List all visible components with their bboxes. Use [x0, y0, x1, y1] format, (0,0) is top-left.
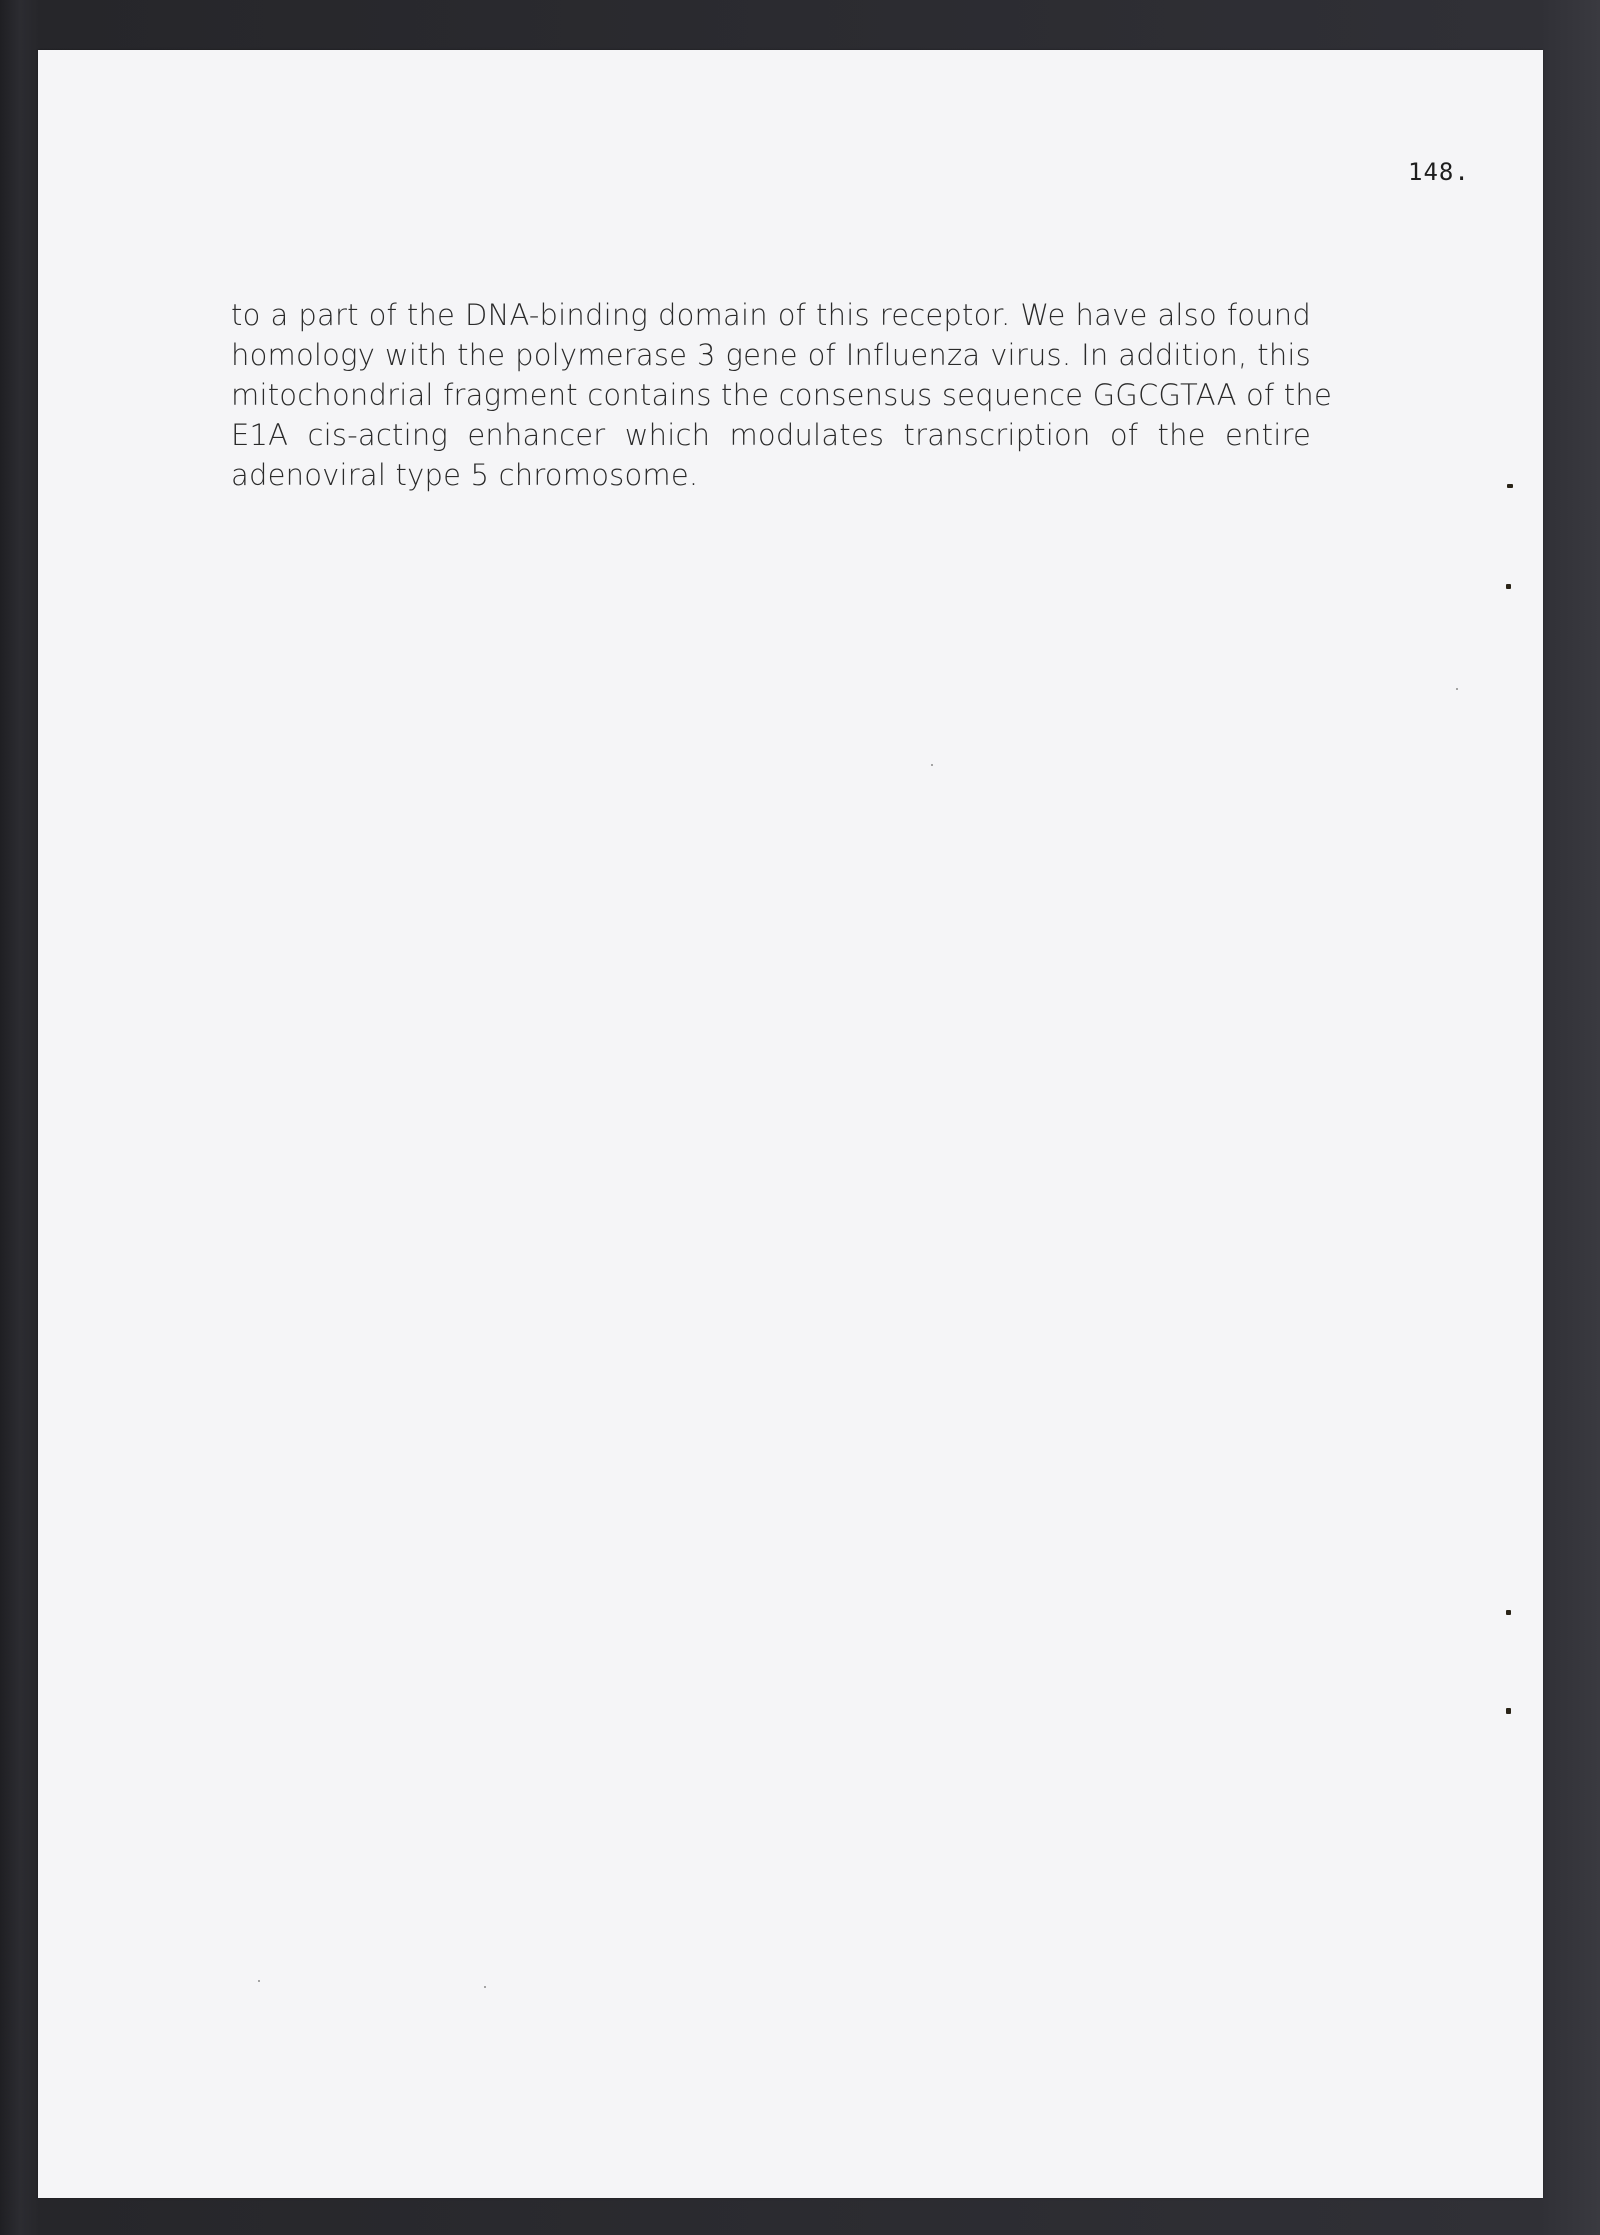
binding-mark [1507, 484, 1513, 488]
binding-mark [1506, 584, 1511, 589]
dust-speck [484, 1986, 486, 1988]
page-number: 148. [1408, 158, 1470, 186]
binding-mark [1506, 1610, 1511, 1615]
dust-speck [258, 1980, 260, 1982]
dust-speck [931, 764, 933, 766]
text-line: E1A cis-acting enhancer which modulates transcription of the entire [231, 418, 1311, 452]
binding-mark [1506, 1708, 1511, 1714]
text-line: mitochondrial fragment contains the consensus sequence GGCGTAA of the [231, 378, 1332, 412]
text-line: homology with the polymerase 3 gene of Influenza virus. In addition, this [231, 338, 1311, 372]
text-line: to a part of the DNA-binding domain of this receptor. We have also found [231, 298, 1311, 332]
text-line: adenoviral type 5 chromosome. [231, 458, 699, 492]
body-paragraph [231, 295, 1332, 495]
dust-speck [1456, 688, 1458, 690]
